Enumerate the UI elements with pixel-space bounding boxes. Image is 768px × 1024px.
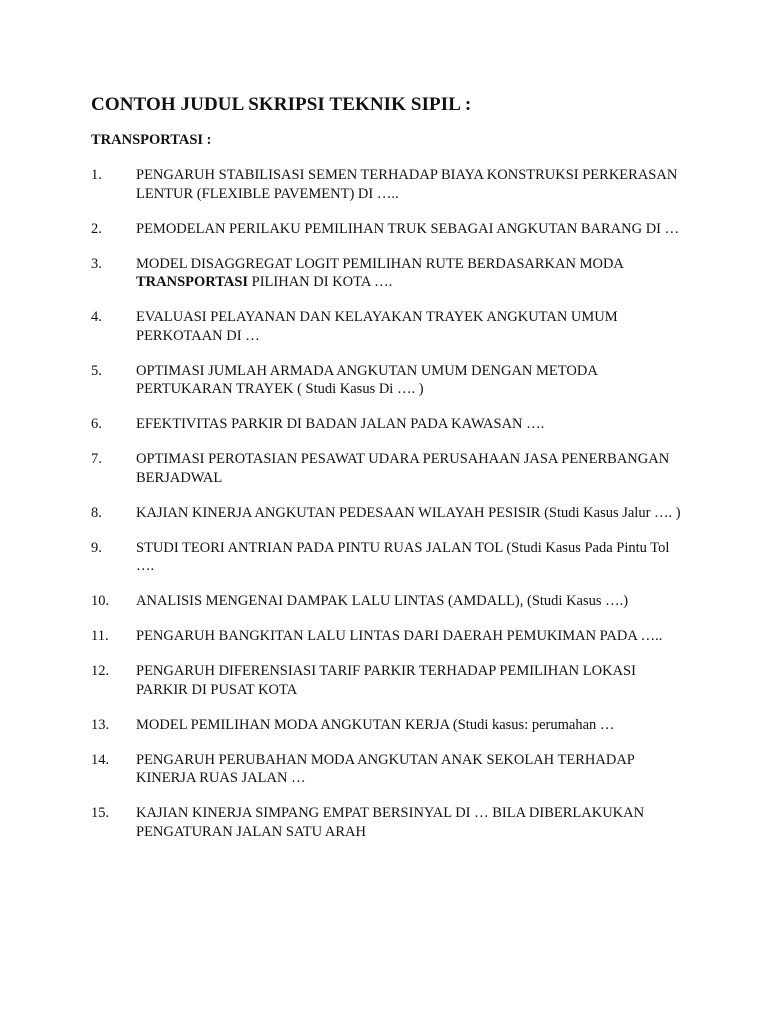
item-number: 14.	[91, 751, 110, 768]
item-number: 5.	[91, 362, 102, 379]
list-item	[0, 415, 768, 434]
item-text: EFEKTIVITAS PARKIR DI BADAN JALAN PADA KAWASAN ….	[136, 416, 545, 432]
item-text-after: PILIHAN DI KOTA ….	[248, 274, 393, 290]
item-text: PENGARUH DIFERENSIASI TARIF PARKIR TERHADAP PEMILIHAN LOKASI PARKIR DI PUSAT KOTA	[136, 663, 636, 698]
item-number: 13.	[91, 716, 110, 733]
item-text: MODEL PEMILIHAN MODA ANGKUTAN KERJA (Studi kasus: perumahan …	[136, 716, 615, 733]
list-item	[0, 362, 768, 399]
item-number: 10.	[91, 593, 110, 609]
list-item	[0, 166, 768, 203]
list-item	[0, 751, 768, 788]
item-text: ANALISIS MENGENAI DAMPAK LALU LINTAS (AMDALL), (Studi Kasus ….)	[136, 593, 629, 609]
item-text: KAJIAN KINERJA ANGKUTAN PEDESAAN WILAYAH PESISIR (Studi Kasus Jalur …. )	[136, 504, 681, 521]
list-item	[0, 662, 768, 699]
section-heading: TRANSPORTASI :	[91, 132, 212, 148]
item-number: 2.	[91, 220, 102, 237]
list-item	[0, 504, 768, 523]
item-number: 1.	[91, 167, 102, 183]
document-title: CONTOH JUDUL SKRIPSI TEKNIK SIPIL :	[91, 94, 472, 115]
item-text: PENGARUH PERUBAHAN MODA ANGKUTAN ANAK SEKOLAH TERHADAP KINERJA RUAS JALAN …	[136, 751, 635, 786]
item-number: 3.	[91, 255, 102, 272]
list-item	[0, 592, 768, 611]
item-number: 11.	[91, 628, 109, 644]
item-text-before: MODEL DISAGGREGAT LOGIT PEMILIHAN RUTE BERDASARKAN MODA	[136, 255, 624, 272]
item-text	[136, 255, 684, 292]
list-item	[0, 255, 768, 292]
item-text: OPTIMASI JUMLAH ARMADA ANGKUTAN UMUM DENGAN METODA PERTUKARAN TRAYEK ( Studi Kasus Di …. )	[136, 362, 597, 397]
item-number: 15.	[91, 805, 110, 821]
list-item	[0, 220, 768, 239]
list-item	[0, 716, 768, 735]
item-text: OPTIMASI PEROTASIAN PESAWAT UDARA PERUSAHAAN JASA PENERBANGAN BERJADWAL	[136, 451, 670, 486]
list-item	[0, 450, 768, 487]
list-item	[0, 627, 768, 646]
list-item	[0, 539, 768, 576]
item-number: 6.	[91, 416, 102, 432]
item-text: EVALUASI PELAYANAN DAN KELAYAKAN TRAYEK ANGKUTAN UMUM PERKOTAAN DI …	[136, 309, 618, 344]
item-text: PENGARUH BANGKITAN LALU LINTAS DARI DAERAH PEMUKIMAN PADA …..	[136, 628, 663, 644]
item-text: PEMODELAN PERILAKU PEMILIHAN TRUK SEBAGAI ANGKUTAN BARANG DI …	[136, 220, 680, 237]
item-text: KAJIAN KINERJA SIMPANG EMPAT BERSINYAL DI … BILA DIBERLAKUKAN PENGATURAN JALAN SATU ARAH	[136, 805, 645, 840]
item-number: 12.	[91, 663, 110, 679]
item-number: 9.	[91, 539, 102, 556]
item-text-bold: TRANSPORTASI	[136, 274, 249, 290]
item-text: PENGARUH STABILISASI SEMEN TERHADAP BIAYA KONSTRUKSI PERKERASAN LENTUR (FLEXIBLE PAVEMENT) DI …..	[136, 167, 678, 202]
item-number: 4.	[91, 309, 102, 325]
item-text: STUDI TEORI ANTRIAN PADA PINTU RUAS JALAN TOL (Studi Kasus Pada Pintu Tol ….	[136, 539, 670, 574]
item-number: 7.	[91, 451, 102, 467]
list-item	[0, 804, 768, 841]
item-number: 8.	[91, 504, 102, 521]
list-item	[0, 308, 768, 345]
thesis-title-list	[0, 166, 768, 858]
